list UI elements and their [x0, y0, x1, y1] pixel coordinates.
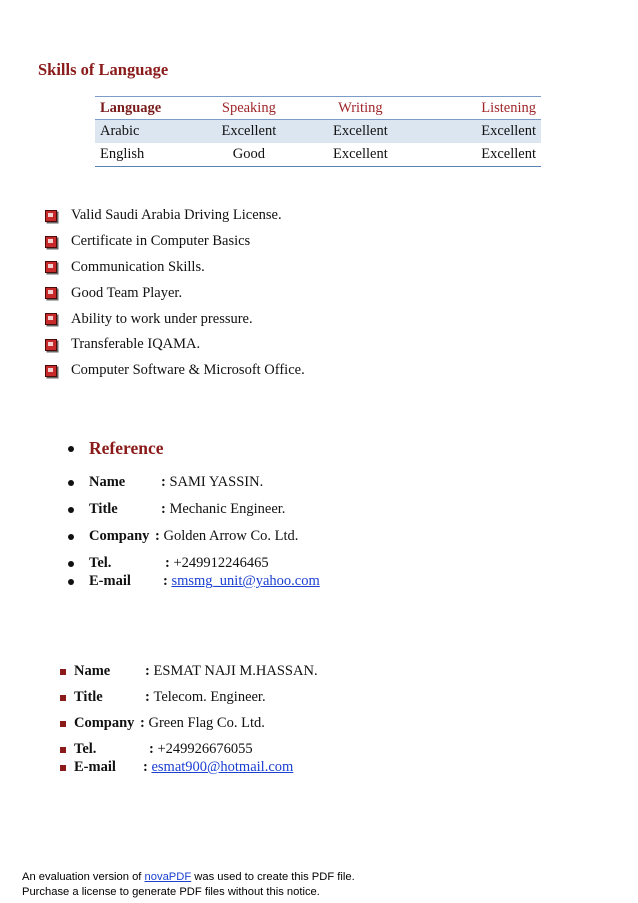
table-row — [95, 120, 541, 144]
field-label: E-mail — [74, 759, 116, 775]
table-header: Listening — [416, 97, 541, 120]
table-header: Language — [95, 97, 193, 120]
square-bullet-icon — [60, 765, 66, 771]
ref1-company: Golden Arrow Co. Ltd. — [163, 528, 299, 544]
list-item — [45, 306, 305, 332]
table-cell: Excellent — [481, 146, 536, 162]
table-cell: Excellent — [193, 120, 305, 144]
table-header: Speaking — [193, 97, 305, 120]
ref2-company: Green Flag Co. Ltd. — [148, 715, 265, 731]
square-bullet-icon — [45, 210, 57, 222]
field-label: Title — [74, 689, 103, 705]
ref1-name-row — [68, 474, 263, 491]
square-bullet-icon — [60, 695, 66, 701]
colon: : — [145, 689, 154, 705]
section-title: Skills of Language — [38, 60, 169, 79]
ref2-tel-row — [60, 741, 253, 758]
field-label: E-mail — [89, 573, 131, 589]
ref1-email-link[interactable]: smsmg_unit@yahoo.com — [171, 573, 320, 589]
square-bullet-icon — [60, 747, 66, 753]
field-label: Company — [89, 528, 150, 544]
table-row — [95, 143, 541, 167]
field-label: Title — [89, 501, 118, 517]
square-bullet-icon — [60, 669, 66, 675]
ref1-title: Mechanic Engineer. — [169, 501, 286, 517]
ref2-email-link[interactable]: esmat900@hotmail.com — [151, 759, 294, 775]
list-item — [45, 332, 305, 358]
colon: : — [161, 501, 170, 517]
colon: : — [155, 528, 164, 544]
square-bullet-icon — [45, 339, 57, 351]
field-label: Name — [74, 663, 111, 679]
ref1-tel: +249912246465 — [173, 555, 269, 571]
table-header-row — [95, 97, 541, 120]
ref2-name-row — [60, 663, 318, 680]
list-item — [45, 203, 305, 229]
ref1-tel-row — [68, 555, 269, 572]
ref2-title-row — [60, 689, 266, 706]
table-cell: Arabic — [95, 120, 193, 144]
bullet-dot-icon — [68, 534, 74, 540]
colon: : — [145, 663, 154, 679]
field-label: Name — [89, 474, 126, 490]
field-label: Company — [74, 715, 135, 731]
square-bullet-icon — [45, 236, 57, 248]
colon: : — [140, 715, 149, 731]
reference-heading-text: Reference — [89, 438, 164, 458]
square-bullet-icon — [45, 261, 57, 273]
bullet-dot-icon — [68, 579, 74, 585]
ref2-tel: +249926676055 — [157, 741, 253, 757]
ref2-email-row — [60, 759, 293, 776]
skill-text: Communication Skills. — [71, 258, 205, 275]
bullet-dot-icon — [68, 480, 74, 486]
skills-list — [45, 203, 305, 384]
notice-line-1 — [22, 870, 355, 885]
square-bullet-icon — [45, 313, 57, 325]
colon: : — [165, 555, 174, 571]
square-bullet-icon — [45, 287, 57, 299]
table-cell: Good — [232, 146, 265, 162]
skill-text: Computer Software & Microsoft Office. — [71, 362, 305, 379]
skill-text: Valid Saudi Arabia Driving License. — [71, 207, 282, 224]
reference-heading — [68, 438, 164, 459]
table-cell: English — [100, 146, 145, 162]
ref2-name: ESMAT NAJI M.HASSAN. — [153, 663, 318, 679]
list-item — [45, 358, 305, 384]
list-item — [45, 280, 305, 306]
ref2-title: Telecom. Engineer. — [153, 689, 266, 705]
table-cell: Excellent — [332, 146, 388, 162]
skill-text: Transferable IQAMA. — [71, 336, 201, 353]
bullet-dot-icon — [68, 446, 74, 452]
notice-text: was used to create this PDF file. — [191, 871, 355, 883]
table-cell: Excellent — [305, 120, 417, 144]
notice-text: An evaluation version of — [22, 871, 145, 883]
colon: : — [161, 474, 170, 490]
evaluation-notice — [22, 870, 355, 900]
table-cell: Excellent — [416, 120, 541, 144]
ref1-name: SAMI YASSIN. — [169, 474, 264, 490]
field-label: Tel. — [74, 741, 97, 757]
ref1-email-row — [68, 573, 320, 590]
ref1-title-row — [68, 501, 285, 518]
bullet-dot-icon — [68, 561, 74, 567]
skill-text: Ability to work under pressure. — [71, 310, 253, 327]
list-item — [45, 255, 305, 281]
square-bullet-icon — [60, 721, 66, 727]
language-table — [95, 96, 541, 167]
colon: : — [143, 759, 152, 775]
bullet-dot-icon — [68, 507, 74, 513]
colon: : — [149, 741, 158, 757]
square-bullet-icon — [45, 365, 57, 377]
notice-line-2: Purchase a license to generate PDF files without this notice. — [22, 886, 320, 898]
table-header: Writing — [305, 97, 417, 120]
novapdf-link[interactable]: novaPDF — [144, 871, 192, 883]
ref1-company-row — [68, 528, 298, 545]
skill-text: Good Team Player. — [71, 284, 183, 301]
list-item — [45, 229, 305, 255]
ref2-company-row — [60, 715, 265, 732]
field-label: Tel. — [89, 555, 112, 571]
skill-text: Certificate in Computer Basics — [71, 233, 251, 250]
colon: : — [163, 573, 172, 589]
